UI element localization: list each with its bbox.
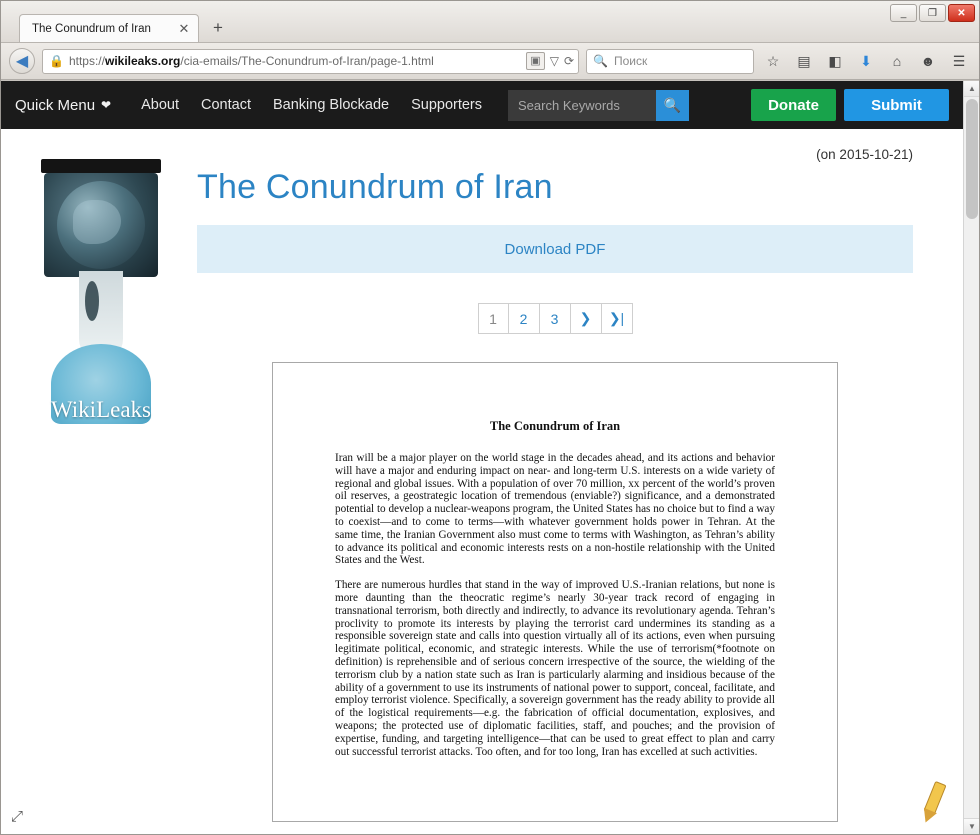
lock-icon: 🔒 <box>49 54 64 68</box>
tab-label: The Conundrum of Iran <box>32 22 151 35</box>
quick-menu-label: Quick Menu <box>15 96 96 114</box>
back-icon[interactable]: ◀ <box>9 48 35 74</box>
url-path: /cia-emails/The-Conundrum-of-Iran/page-1.html <box>180 54 434 68</box>
pencil-icon <box>919 782 953 826</box>
browser-toolbar <box>1 43 979 80</box>
close-icon[interactable]: ✕ <box>178 20 190 36</box>
page-title: The Conundrum of Iran <box>197 168 553 206</box>
pagination <box>197 303 913 334</box>
next-page-button[interactable]: ❯ <box>571 303 602 334</box>
nav-link-banking-blockade[interactable]: Banking Blockade <box>273 97 390 113</box>
document-paragraph: There are numerous hurdles that stand in the way of improved U.S.-Iranian relations, but none is more daunting than the theocratic regime’s nearly 30-year track record of engaging in transnational terrorism, both directly and indirectly, to advance its revolutionary agenda. Tehran’s proclivity to promote its interests by playing the terrorist card undermines its standing as a responsible sovereign state and calls into question virtually all of its actions, even when pursuing legitimate political, economic, and strategic interests. While the use of terrorism(*footnote on definition) is reprehensible and of serious concern irrespective of the source, the wielding of the terrorism club by a nation state such as Iran is particularly alarming and insidious because of the ability of a government to use its instruments of national power to support, conceal, facilitate, and employ terrorist violence. Specifically, a sovereign government has the ready ability to provide all of the logistical requirements—e.g. the fabrication of official documentation, explosives, and weapons; the protected use of diplomatic facilities, staff, and pouches; and the provision of expertise, funding, and targeting intelligence—that can be used to great effect to plan and carry out successful terrorist attacks. Too often, and for too long, Iran has excelled at such activities. <box>335 579 775 758</box>
browser-search-placeholder: Поиск <box>613 54 648 68</box>
url-host: wikileaks.org <box>104 54 181 68</box>
page-2-button[interactable]: 2 <box>509 303 540 334</box>
logo-globe-dark <box>44 173 158 277</box>
scroll-down-icon[interactable]: ▼ <box>964 818 979 834</box>
title-bar <box>1 1 979 43</box>
nav-link-supporters[interactable]: Supporters <box>411 97 483 113</box>
browser-search-field[interactable] <box>586 49 754 74</box>
globe-icon <box>57 181 145 269</box>
pocket-icon[interactable]: ◧ <box>828 52 842 69</box>
search-icon: 🔍 <box>593 54 608 68</box>
close-window-button[interactable]: ✕ <box>948 4 975 22</box>
reload-icon[interactable]: ⟳ <box>563 54 574 68</box>
donate-button[interactable]: Donate <box>751 89 836 121</box>
site-nav-actions <box>751 89 949 121</box>
search-input[interactable]: Search Keywords <box>508 90 656 121</box>
page-scrollbar[interactable] <box>963 81 979 834</box>
document-title: The Conundrum of Iran <box>489 419 621 433</box>
address-bar[interactable] <box>42 49 579 74</box>
window-controls <box>890 4 975 22</box>
tab-the-conundrum-of-iran[interactable] <box>19 14 199 42</box>
document-paragraph: Iran will be a major player on the world stage in the decades ahead, and its actions and behavior will have a major and enduring impact on near- and long-term U.S. interests on a wide variety of regional and global issues. With a population of over 70 million, xx percent of the world’s proven oil reserves, a geostrategic location of tremendous (enviable?) significance, and a demonstrated potential to develop a nuclear-weapons program, the United States has no choice but to find a way to coexist—and to come to terms—with whatever government holds power in Tehran. At the same time, the Iranian Government also must come to terms with Washington, as Tehran’s ability to advance its political and economic interests rests on a non-hostile relationship with the United States and the West. <box>335 452 775 567</box>
downloads-icon[interactable]: ⬇ <box>860 52 872 69</box>
url-scheme: https:// <box>68 54 105 68</box>
logo-wordmark: WikiLeaks <box>51 397 151 422</box>
site-nav-links <box>141 97 482 113</box>
main-column <box>197 168 963 822</box>
chevron-down-icon[interactable]: ▽ <box>549 54 559 68</box>
maximize-button[interactable]: ❐ <box>919 4 946 22</box>
download-pdf-button[interactable]: Download PDF <box>197 225 913 273</box>
address-bar-actions <box>526 52 574 70</box>
tab-strip <box>1 1 233 42</box>
url-text <box>69 54 434 68</box>
nav-link-about[interactable]: About <box>141 97 180 113</box>
document-preview[interactable] <box>272 362 838 822</box>
sync-icon[interactable]: ☻ <box>920 53 936 69</box>
nav-link-contact[interactable]: Contact <box>201 97 251 113</box>
chevron-down-icon: ❤ <box>101 98 112 112</box>
logo-hourglass-top <box>41 159 161 173</box>
new-tab-button[interactable]: + <box>213 18 223 37</box>
wikileaks-logo[interactable] <box>41 159 161 439</box>
last-page-button[interactable]: ❯| <box>602 303 633 334</box>
home-icon[interactable]: ⌂ <box>892 53 902 69</box>
site-navigation-bar <box>1 81 963 129</box>
page-content <box>1 129 963 822</box>
web-page <box>1 81 963 834</box>
menu-icon[interactable]: ☰ <box>952 52 966 69</box>
page-1-button[interactable]: 1 <box>478 303 509 334</box>
publication-date: (on 2015-10-21) <box>816 147 913 162</box>
reader-mode-icon[interactable]: ▣ <box>526 52 544 70</box>
submit-button[interactable]: Submit <box>844 89 949 121</box>
scroll-up-icon[interactable]: ▲ <box>964 81 979 97</box>
page-viewport <box>1 80 979 834</box>
minimize-button[interactable]: _ <box>890 4 917 22</box>
resize-grip-icon[interactable]: ⤢ <box>11 808 24 825</box>
bookmark-star-icon[interactable]: ☆ <box>766 52 780 69</box>
quick-menu-button[interactable] <box>15 97 111 114</box>
search-button[interactable]: 🔍 <box>656 90 689 121</box>
scrollbar-thumb[interactable] <box>966 99 978 219</box>
reading-list-icon[interactable]: ▤ <box>797 52 811 69</box>
site-search <box>508 90 689 121</box>
page-3-button[interactable]: 3 <box>540 303 571 334</box>
